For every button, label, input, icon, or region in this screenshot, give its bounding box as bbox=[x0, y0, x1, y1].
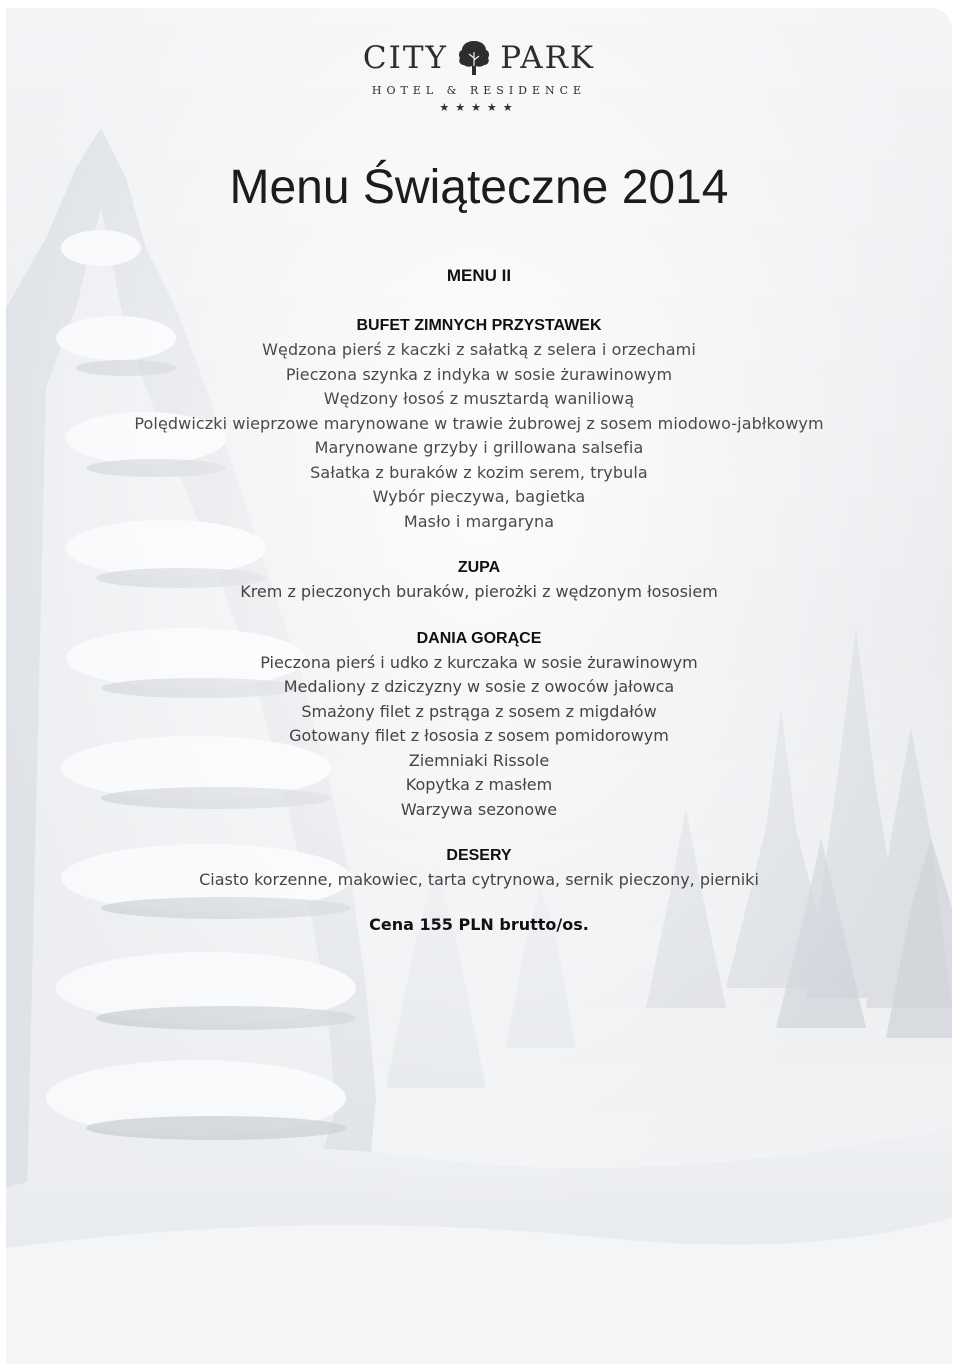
menu-page bbox=[6, 8, 952, 1364]
menu-item: Wędzona pierś z kaczki z sałatką z selera i orzechami bbox=[262, 340, 696, 359]
menu-item: Pieczona szynka z indyka w sosie żurawinowym bbox=[285, 364, 673, 384]
section-title: DESERY bbox=[446, 847, 512, 864]
menu-item: Krem z pieczonych buraków, pierożki z wędzonym łososiem bbox=[240, 582, 718, 601]
menu-item: Marynowane grzyby i grillowana salsefia bbox=[314, 438, 644, 457]
section-desserts bbox=[6, 844, 952, 893]
page-title: Menu Świąteczne 2014 bbox=[229, 161, 729, 214]
section-title: DANIA GORĄCE bbox=[416, 629, 542, 647]
section-title: BUFET ZIMNYCH PRZYSTAWEK bbox=[356, 317, 602, 334]
menu-item: Sałatka z buraków z kozim serem, trybula bbox=[310, 462, 648, 482]
logo-subtitle: HOTEL & RESIDENCE bbox=[371, 84, 587, 97]
hotel-logo bbox=[6, 38, 952, 114]
menu-item: Ciasto korzenne, makowiec, tarta cytrynowa, sernik pieczony, pierniki bbox=[199, 870, 759, 889]
section-hot-dishes bbox=[6, 627, 952, 823]
logo-word-right: PARK bbox=[500, 40, 596, 76]
menu-item: Pieczona pierś i udko z kurczaka w sosie żurawinowym bbox=[260, 652, 698, 672]
price-label: Cena 155 PLN brutto/os. bbox=[369, 914, 589, 934]
logo-word-left: CITY bbox=[362, 40, 448, 76]
menu-item: Medaliony z dziczyzny w sosie z owoców jałowca bbox=[283, 677, 675, 696]
logo-stars: ★★★★★ bbox=[439, 101, 519, 114]
menu-item: Kopytka z masłem bbox=[405, 775, 553, 794]
tree-icon bbox=[457, 38, 491, 78]
menu-label: MENU II bbox=[446, 266, 512, 285]
menu-item: Polędwiczki wieprzowe marynowane w trawie żubrowej z sosem miodowo-jabłkowym bbox=[134, 413, 824, 433]
menu-item: Masło i margaryna bbox=[403, 511, 555, 531]
menu-item: Gotowany filet z łososia z sosem pomidorowym bbox=[289, 726, 669, 745]
section-title: ZUPA bbox=[457, 559, 501, 576]
menu-item: Wybór pieczywa, bagietka bbox=[372, 487, 586, 506]
menu-item: Ziemniaki Rissole bbox=[408, 750, 550, 770]
menu-item: Smażony filet z pstrąga z sosem z migdałów bbox=[301, 701, 657, 721]
menu-item: Warzywa sezonowe bbox=[400, 799, 558, 819]
menu-content bbox=[6, 266, 952, 934]
section-cold-buffet bbox=[6, 314, 952, 534]
menu-item: Wędzony łosoś z musztardą waniliową bbox=[323, 389, 635, 408]
section-soup bbox=[6, 556, 952, 605]
